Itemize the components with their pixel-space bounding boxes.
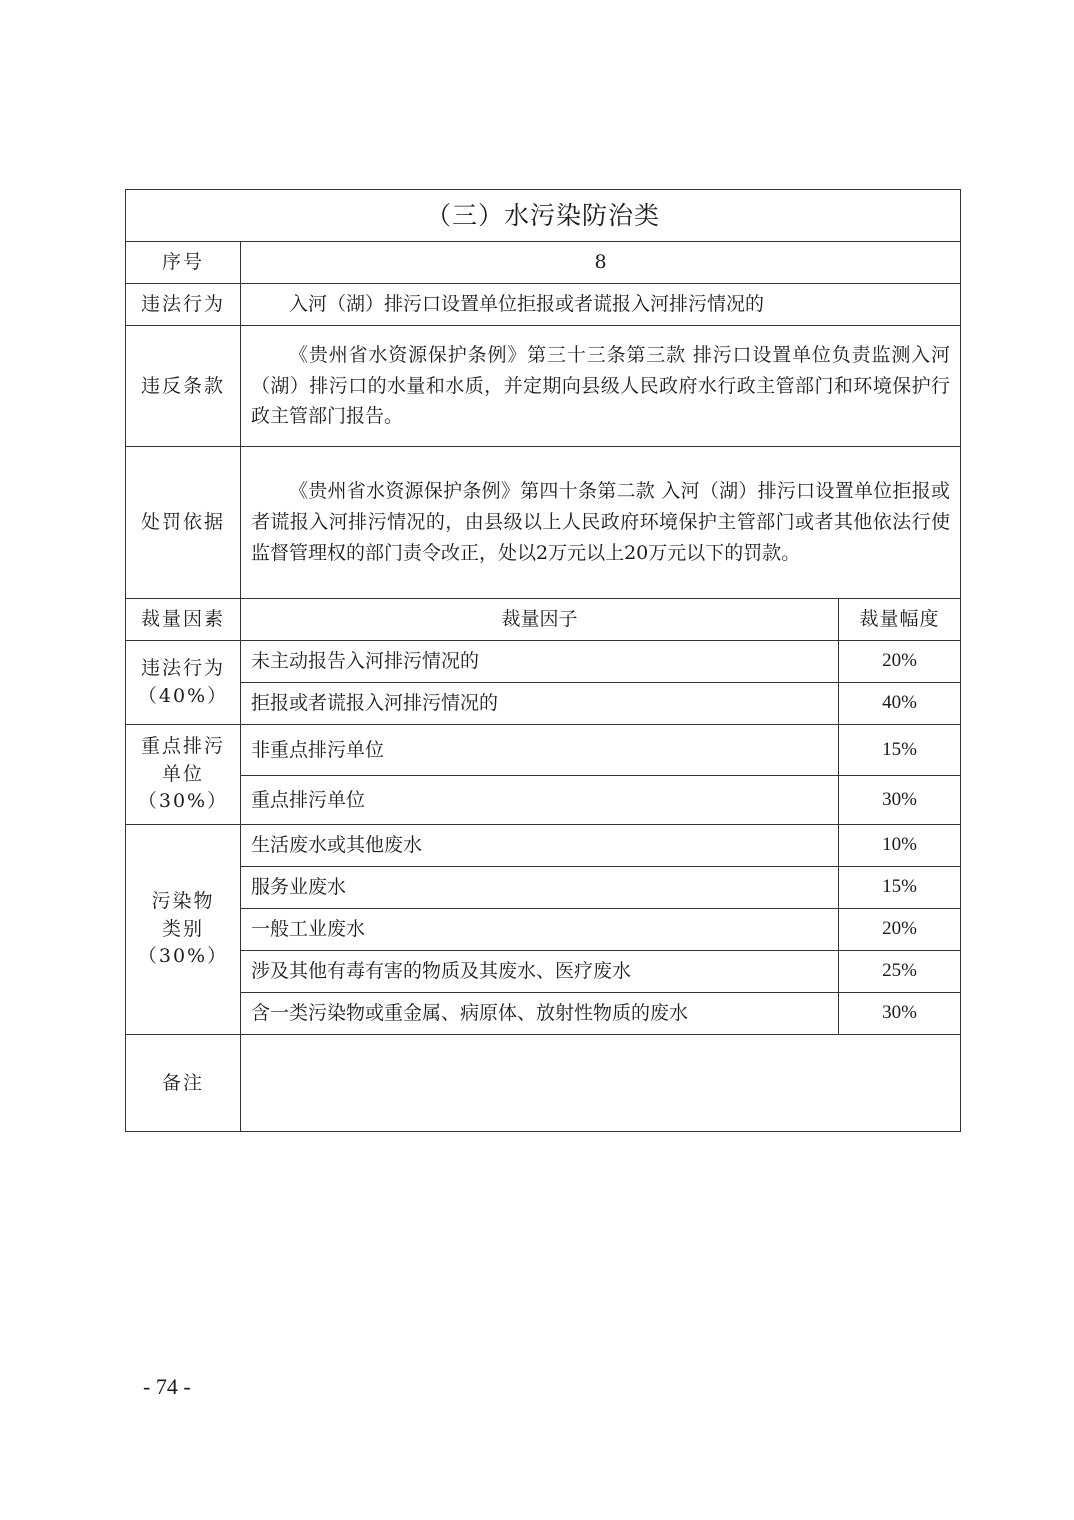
violation-value: 入河（湖）排污口设置单位拒报或者谎报入河排污情况的 (241, 284, 961, 326)
factor-group-weight: （40%） (137, 684, 229, 707)
factor-item: 服务业废水 (241, 867, 839, 909)
factor-item: 含一类污染物或重金属、病原体、放射性物质的废水 (241, 993, 839, 1035)
factor-item-header: 裁量因子 (241, 599, 839, 641)
factor-pct: 20% (839, 909, 961, 951)
factor-item: 未主动报告入河排污情况的 (241, 641, 839, 683)
factor-pct: 30% (839, 776, 961, 825)
factor-pct: 15% (839, 725, 961, 776)
penalty-discretion-table (125, 189, 961, 1132)
range-header: 裁量幅度 (839, 599, 961, 641)
violated-clause-value: 《贵州省水资源保护条例》第三十三条第三款 排污口设置单位负责监测入河（湖）排污口的水量和水质，并定期向县级人民政府水行政主管部门和环境保护行政主管部门报告。 (241, 326, 961, 447)
violation-label: 违法行为 (126, 284, 241, 326)
factor-group-pollutant-type (126, 825, 241, 1035)
serial-label: 序号 (126, 242, 241, 284)
factor-pct: 40% (839, 683, 961, 725)
factor-pct: 20% (839, 641, 961, 683)
factor-group-weight: （30%） (137, 790, 229, 813)
factor-group-name-line: 单位 (161, 762, 204, 785)
remarks-value (241, 1035, 961, 1132)
factor-item: 生活废水或其他废水 (241, 825, 839, 867)
factor-pct: 25% (839, 951, 961, 993)
factor-pct: 10% (839, 825, 961, 867)
section-title: （三）水污染防治类 (126, 190, 961, 242)
factor-item: 重点排污单位 (241, 776, 839, 825)
factor-group-name-line: 重点排污 (140, 735, 225, 758)
factor-group-key-polluter (126, 725, 241, 825)
factor-group-name-line: 违法行为 (140, 656, 225, 679)
factor-group-name-line: 类别 (161, 917, 204, 940)
factor-item: 非重点排污单位 (241, 725, 839, 776)
factor-label-header: 裁量因素 (126, 599, 241, 641)
serial-value: 8 (241, 242, 961, 284)
factor-group-violation (126, 641, 241, 725)
violated-clause-label: 违反条款 (126, 326, 241, 447)
factor-item: 一般工业废水 (241, 909, 839, 951)
factor-pct: 30% (839, 993, 961, 1035)
factor-pct: 15% (839, 867, 961, 909)
penalty-basis-value: 《贵州省水资源保护条例》第四十条第二款 入河（湖）排污口设置单位拒报或者谎报入河排污情况的，由县级以上人民政府环境保护主管部门或者其他依法行使监督管理权的部门责令改正，处以2万元以上20万元以下的罚款。 (241, 447, 961, 599)
remarks-label: 备注 (126, 1035, 241, 1132)
penalty-basis-label: 处罚依据 (126, 447, 241, 599)
factor-group-weight: （30%） (137, 945, 229, 968)
page-number: - 74 - (143, 1374, 191, 1399)
factor-group-name-line: 污染物 (151, 890, 215, 913)
factor-item: 拒报或者谎报入河排污情况的 (241, 683, 839, 725)
factor-item: 涉及其他有毒有害的物质及其废水、医疗废水 (241, 951, 839, 993)
